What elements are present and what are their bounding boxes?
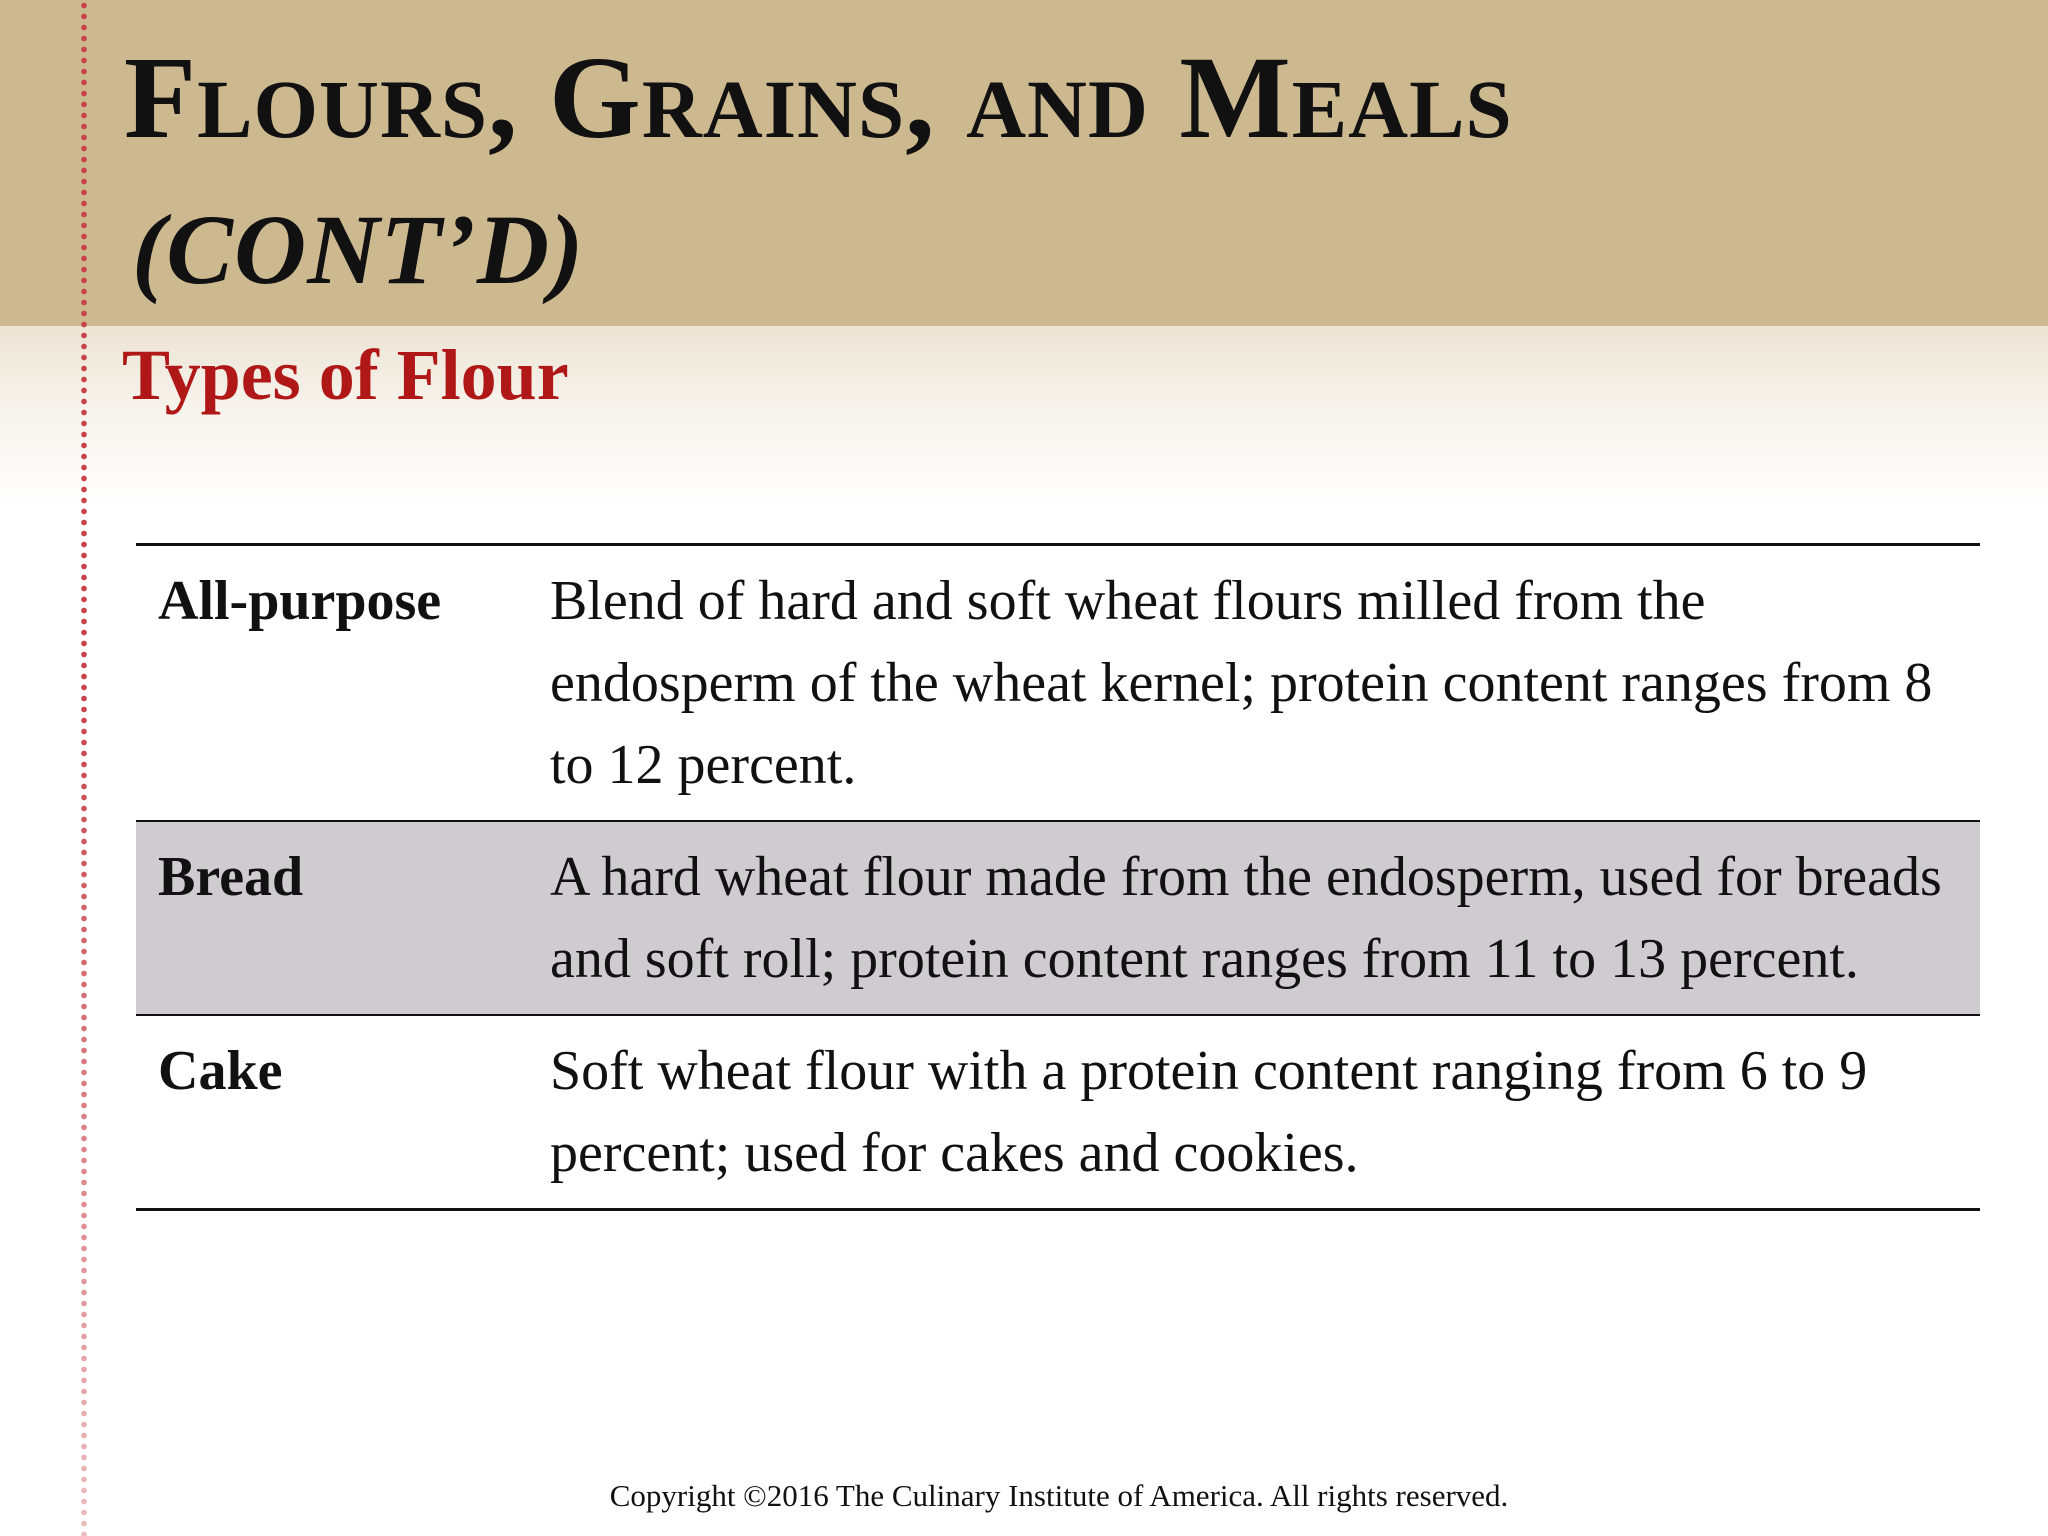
copyright-footer: Copyright ©2016 The Culinary Institute of America. All rights reserved. <box>609 1478 1509 1513</box>
flour-description-cell: Soft wheat flour with a protein content ranging from 6 to 9 percent; used for cakes and cookies. <box>528 1015 1980 1210</box>
flour-types-table <box>136 543 1980 1211</box>
flour-type-cell: Bread <box>136 821 528 1015</box>
slide-title <box>124 22 1984 326</box>
table-row <box>136 1015 1980 1210</box>
table-row <box>136 545 1980 822</box>
flour-type-cell: All-purpose <box>158 570 442 632</box>
flour-type-cell: Cake <box>136 1015 528 1210</box>
slide-subtitle: Types of Flour <box>122 335 569 415</box>
dotted-margin-rule <box>81 0 87 1536</box>
table-row <box>136 821 1980 1015</box>
slide-title-line-1: Flours, Grains, and Meals <box>124 32 1513 163</box>
flour-description-cell: Blend of hard and soft wheat flours milled from the endosperm of the wheat kernel; protein content ranges from 8 to 12 percent. <box>550 570 1933 796</box>
flour-description-cell: A hard wheat flour made from the endosperm, used for breads and soft roll; protein content ranges from 11 to 13 percent. <box>528 821 1980 1015</box>
slide-title-line-2: (CONT’D) <box>132 194 585 305</box>
